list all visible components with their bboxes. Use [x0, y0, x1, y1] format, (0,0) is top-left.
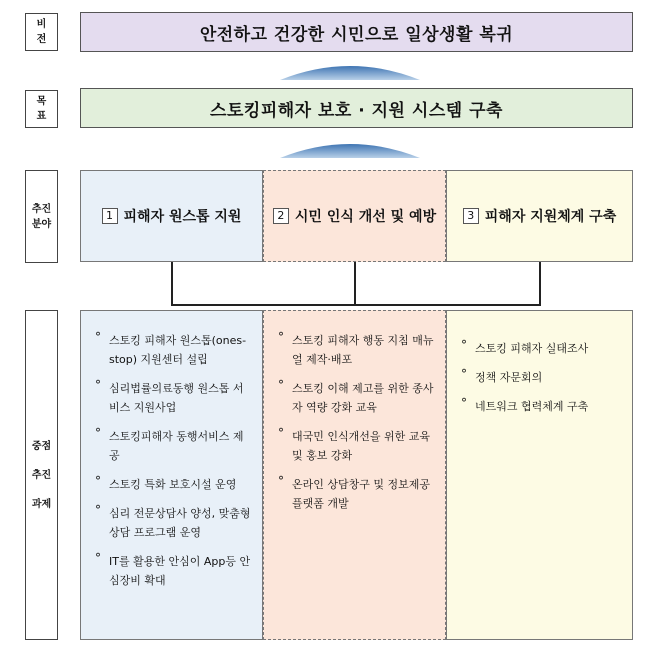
area-label — [25, 170, 58, 263]
tasks-label — [25, 310, 58, 640]
task-column-2 — [263, 310, 446, 640]
area-box-3 — [446, 170, 633, 262]
task-item: ° 온라인 상담창구 및 정보제공 플랫폼 개발 — [278, 475, 437, 513]
task-item: ° 네트워크 협력체계 구축 — [461, 397, 624, 416]
task-item: ° 정책 자문회의 — [461, 368, 624, 387]
connector-line — [354, 262, 356, 306]
area-label-line2: 분야 — [31, 218, 52, 230]
tasks-label-line2: 추진 — [31, 469, 52, 481]
connector-line — [171, 304, 541, 306]
tasks-label-line1: 중점 — [31, 440, 52, 452]
goal-label-line2: 표 — [36, 111, 47, 122]
task-item: ° 대국민 인식개선을 위한 교육 및 홍보 강화 — [278, 427, 437, 465]
vision-label — [25, 13, 58, 51]
task-item: ° 심리법률의료동행 원스톱 서비스 지원사업 — [95, 379, 254, 417]
task-item: ° 스토킹 특화 보호시설 운영 — [95, 475, 254, 494]
goal-label-line1: 목 — [36, 96, 47, 107]
task-item: ° 스토킹 이해 제고를 위한 종사자 역량 강화 교육 — [278, 379, 437, 417]
area-title-3: 피해자 지원체계 구축 — [484, 209, 617, 225]
area-number-2: 2 — [273, 208, 289, 224]
vision-text: 안전하고 건강한 시민으로 일상생활 복귀 — [199, 24, 514, 45]
vision-label-line2: 전 — [36, 34, 47, 45]
task-column-3 — [446, 310, 633, 640]
task-item: ° 스토킹 피해자 원스톱(ones-stop) 지원센터 설립 — [95, 331, 254, 369]
vision-label-line1: 비 — [36, 19, 47, 30]
task-column-1 — [80, 310, 263, 640]
goal-label — [25, 90, 58, 128]
area-label-line1: 추진 — [31, 203, 52, 215]
connector-line — [539, 262, 541, 306]
up-arrow-icon — [280, 136, 420, 158]
tasks-label-line3: 과제 — [31, 498, 52, 510]
area-title-2: 시민 인식 개선 및 예방 — [294, 209, 437, 225]
task-item: ° 심리 전문상담사 양성, 맞춤형 상담 프로그램 운영 — [95, 504, 254, 542]
vision-banner — [80, 12, 633, 52]
area-title-1: 피해자 원스톱 지원 — [123, 209, 242, 225]
goal-banner — [80, 88, 633, 128]
goal-text: 스토킹피해자 보호 · 지원 시스템 구축 — [210, 100, 503, 121]
task-item: ° 스토킹피해자 동행서비스 제공 — [95, 427, 254, 465]
task-item: ° 스토킹 피해자 행동 지침 매뉴얼 제작·배포 — [278, 331, 437, 369]
area-box-2 — [263, 170, 446, 262]
area-number-3: 3 — [463, 208, 479, 224]
connector-line — [171, 262, 173, 306]
up-arrow-icon — [280, 58, 420, 80]
task-item: ° 스토킹 피해자 실태조사 — [461, 339, 624, 358]
task-item: ° IT를 활용한 안심이 App등 안심장비 확대 — [95, 552, 254, 590]
area-box-1 — [80, 170, 263, 262]
area-number-1: 1 — [102, 208, 118, 224]
